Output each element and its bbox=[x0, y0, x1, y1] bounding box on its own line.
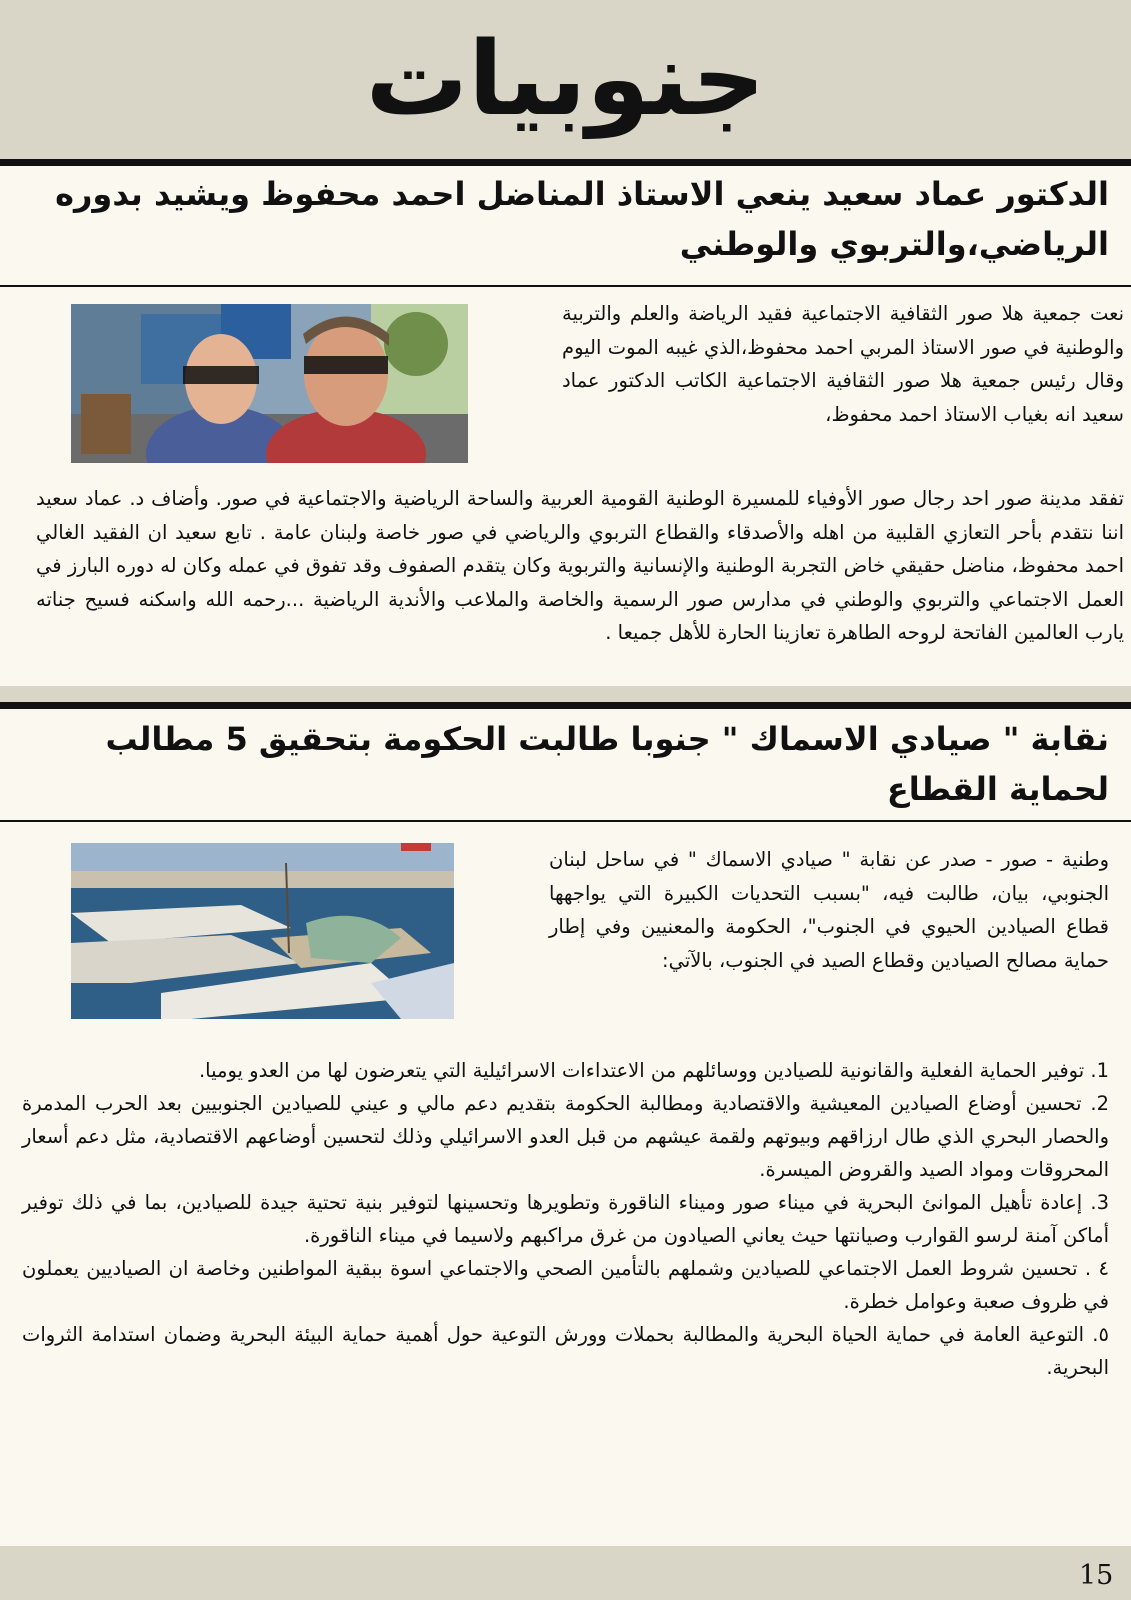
demand-item: 1. توفير الحماية الفعلية والقانونية للصيادين ووسائلهم من الاعتداءات الاسرائيلية التي يتعرضون لها من العدو يوميا. bbox=[198, 1059, 1109, 1082]
article1-headline: الدكتور عماد سعيد ينعي الاستاذ المناضل احمد محفوظ ويشيد بدوره الرياضي،والتربوي والوطني bbox=[55, 175, 1109, 263]
masthead-divider bbox=[0, 159, 1131, 166]
article2-top-rule bbox=[0, 702, 1131, 709]
page-number: 15 bbox=[1079, 1560, 1114, 1591]
article1-headline-rule bbox=[0, 285, 1131, 287]
article1-body: تفقد مدينة صور احد رجال صور الأوفياء للمسيرة الوطنية القومية العربية والساحة الرياضية والاجتماعية في صور. وأضاف د. عماد سعيد اننا نتقدم بأحر التعازي القلبية من اهله والأصدقاء والقطاع التربوي والرياضي في صور خاصة ولبنان عامة . تابع سعيد ان الفقيد الغالي احمد محفوظ، مناضل حقيقي خاض التجربة الوطنية والإنسانية والتربوية وكان يتقدم الصفوف وقد تفوق في عمله وكان له دوره البارز في العمل الاجتماعي والتربوي والوطني في مدارس صور الرسمية والخاصة والملاعب والأندية الرياضية ...رحمه الله واسكنه فسيح جناته يارب العالمين الفاتحة لروحه الطاهرة تعازينا الحارة للأهل جميعا . bbox=[36, 487, 1124, 644]
demand-item: ٥. التوعية العامة في حماية الحياة البحرية والمطالبة بحملات وورش التوعية حول أهمية حماية البيئة البحرية وضمان استدامة الثروات البحرية. bbox=[22, 1323, 1109, 1379]
article1-photo bbox=[71, 304, 468, 463]
article2-demands-list bbox=[22, 1054, 1109, 1384]
article2-photo bbox=[71, 843, 454, 1019]
masthead bbox=[0, 0, 1131, 160]
demand-item: ٤ . تحسين شروط العمل الاجتماعي للصيادين وشملهم بالتأمين الصحي والاجتماعي اسوة ببقية المواطنين وخاصة ان الصياديين يعملون في ظروف صعبة وعوامل خطرة. bbox=[22, 1257, 1109, 1313]
section-band bbox=[0, 686, 1131, 702]
article2-headline-rule bbox=[0, 820, 1131, 822]
article2-intro: وطنية - صور - صدر عن نقابة " صيادي الاسماك " في ساحل لبنان الجنوبي، بيان، طالبت فيه، "بسبب التحديات الكبيرة التي يواجهها قطاع الصيادين الحيوي في الجنوب"، الحكومة والمعنيين وفي إطار حماية مصالح الصيادين وقطاع الصيد في الجنوب، بالآتي: bbox=[549, 848, 1109, 972]
demand-item: 3. إعادة تأهيل الموانئ البحرية في ميناء صور وميناء الناقورة وتطويرها وتحسينها لتوفير بنية تحتية جيدة للصيادين، بما في ذلك توفير أماكن آمنة لرسو القوارب وصيانتها حيث يعاني الصيادون من غرق مراكبهم ولاسيما في ميناء الناقورة. bbox=[22, 1191, 1109, 1247]
publication-title: جنوبيات bbox=[365, 20, 766, 139]
demand-item: 2. تحسين أوضاع الصيادين المعيشية والاقتصادية ومطالبة الحكومة بتقديم دعم مالي و عيني للصيادين الجنوبيين بعد الحرب المدمرة والحصار البحري الذي طال ارزاقهم وبيوتهم ولقمة عيشهم من قبل العدو الاسرائيلي وذلك لتحسين أوضاعهم الاقتصادية، مثل دعم أسعار المحروقات ومواد الصيد والقروض الميسرة. bbox=[22, 1092, 1109, 1181]
article2-headline: نقابة " صيادي الاسماك " جنوبا طالبت الحكومة بتحقيق 5 مطالب لحماية القطاع bbox=[105, 720, 1109, 808]
article1-intro: نعت جمعية هلا صور الثقافية الاجتماعية فقيد الرياضة والعلم والتربية والوطنية في صور الاستاذ المربي احمد محفوظ،الذي غيبه الموت اليوم وقال رئيس جمعية هلا صور الثقافية الاجتماعية الكاتب الدكتور عماد سعيد انه بغياب الاستاذ احمد محفوظ، bbox=[562, 302, 1124, 426]
footer-band bbox=[0, 1546, 1131, 1600]
